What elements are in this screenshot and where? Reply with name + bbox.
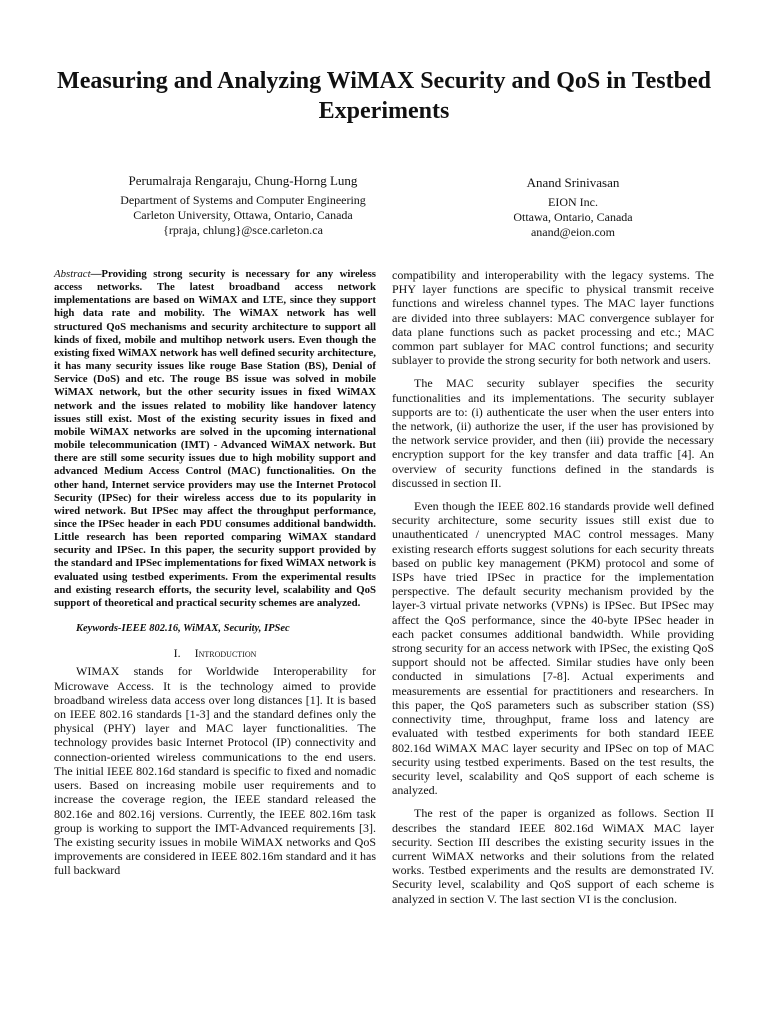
intro-paragraph: WIMAX stands for Worldwide Interoperability for Microwave Access. It is the technology aimed to provide broadband wireless data access over long distances [1]. It is based on IEEE 802.16 standards [1-3] and the standard defines only the physical (PHY) layer and MAC layer functionalities. The technology provides basic Internet Protocol (IP) connectivity and connection-oriented wireless communications to the end users. The initial IEEE 802.16d standard is specific to fixed and nomadic users. Based on increasing mobile user requirements and to increase the coverage region, the IEEE standard released the 802.16e and 802.16j versions. Currently, the IEEE 802.16m task group is working to support the IMT-Advanced requirements [3]. The existing security issues in mobile WiMAX networks and QoS improvements are considered in IEEE 802.16m standard and it has full backward (54, 664, 376, 878)
body-paragraph: The MAC security sublayer specifies the security functionalities and its implementations. The security sublayer supports are to: (i) authenticate the user when the user enters into the network, (ii) authorize the user, if the user has provisioned by the network service provider, and then (iii) provide the necessary encryption support for the key transfer and data traffic [4]. An overview of security functions defined in the standards is discussed in section II. (392, 376, 714, 490)
author-names-left: Perumalraja Rengaraju, Chung-Horng Lung (128, 173, 358, 188)
author-email-right: anand@eion.com (530, 225, 616, 239)
body-paragraph: Even though the IEEE 802.16 standards provide well defined security architecture, some security issues still exist due to unauthenticated / unencrypted MAC control messages. Many existing research efforts suggest solutions for each security threats based on public key management (PKM) protocol and some of ISPs have tried IPSec in practice for the implementation perspective. The default security mechanism provided by the layer-3 virtual private networks (VPNs) is IPSec. But IPSec may affect the QoS performance, since the 40-byte IPSec header in each packet consumes additional bandwidth. While providing strong security for an access network with IPSec, the existing QoS support should not be affected. Similar studies have only been conducted in simulations [7-8]. Actual experiments and measurements are essential for practitioners and researchers. In this paper, the QoS parameters such as subscriber station (SS) connectivity time, throughput, frame loss and latency are evaluated with testbed experiments for both standard IEEE 802.16d WiMAX MAC layer security and IPSec on top of MAC security using testbed experiments. Based on the test results, the security level, scalability and QoS support of each scheme is analyzed. (392, 499, 714, 798)
right-column (392, 268, 714, 915)
body-paragraph: compatibility and interoperability with the legacy systems. The PHY layer functions are specific to physical transmit receive functions and wireless channel types. The MAC layer functions are divided into three sublayers: MAC convergence sublayer for data plane functions such as packet processing and etc.; MAC common part sublayer for MAC control functions; and security sublayer to provide the strong security for both network and users. (392, 268, 714, 368)
abstract-label: Abstract (54, 268, 91, 280)
author-block-left (90, 172, 396, 238)
left-column (54, 268, 376, 887)
author-organization: EION Inc. (548, 195, 598, 209)
abstract-text: —Providing strong security is necessary for any wireless access networks. The latest broadband access network implementations are based on WiMAX and LTE, since they support high data rate and mobility. The WiMAX network has well structured QoS mechanisms and security architecture to support all kinds of fixed, mobile and multihop network users. Even though the existing fixed WiMAX network has well defined security architecture, it has many security issues like rouge Base Station (BS), Denial of Service (DoS) and etc. The rouge BS issue was solved in mobile WiMAX network, but the other security issues in fixed WiMAX network and the issues related to mobility like handover latency issues still exist. Most of the existing security issues in fixed and mobile WiMAX networks are solved in the upcoming international mobile telecommunication (IMT) - Advanced WiMAX network. But there are still some security issues due to high mobility support and advanced Medium Access Control (MAC) functionalities. On the other hand, Internet service providers may use the Internet Protocol Security (IPSec) for their wireless access due to its popularity in wired network. But IPSec may affect the throughput performance, since the IPSec header in each PDU consumes additional bandwidth. Little research has been reported comparing WiMAX standard security and IPSec. In this paper, the security support provided by the standard and IPSec implementations for fixed WiMAX network is evaluated using testbed experiments. From the experimental results and existing research efforts, the security level, scalability and QoS support of theoretical and practical security schemes are analyzed. (54, 268, 376, 609)
section-title: Introduction (194, 646, 257, 661)
paper-title: Measuring and Analyzing WiMAX Security and QoS in Testbed Experiments (57, 68, 711, 124)
keywords: Keywords-IEEE 802.16, WiMAX, Security, IPSec (76, 623, 290, 635)
author-department: Department of Systems and Computer Engineering (120, 193, 366, 207)
author-location-right: Ottawa, Ontario, Canada (513, 210, 633, 224)
author-names-right: Anand Srinivasan (526, 175, 620, 190)
author-email-left: {rpraja, chlung}@sce.carleton.ca (163, 223, 323, 237)
body-paragraph: The rest of the paper is organized as follows. Section II describes the standard IEEE 802.16d WiMAX MAC layer security. Section III describes the existing security issues in the current WiMAX networks and their solutions from the related works. Testbed experiments and the results are demonstrated IV. Security level, scalability and QoS support of each scheme is analyzed in section V. The last section VI is the conclusion. (392, 806, 714, 906)
section-number: I. (173, 646, 181, 661)
author-affiliation-left: Carleton University, Ottawa, Ontario, Canada (133, 208, 353, 222)
abstract (54, 268, 376, 610)
author-block-right (460, 174, 686, 240)
section-heading-introduction (54, 646, 376, 660)
